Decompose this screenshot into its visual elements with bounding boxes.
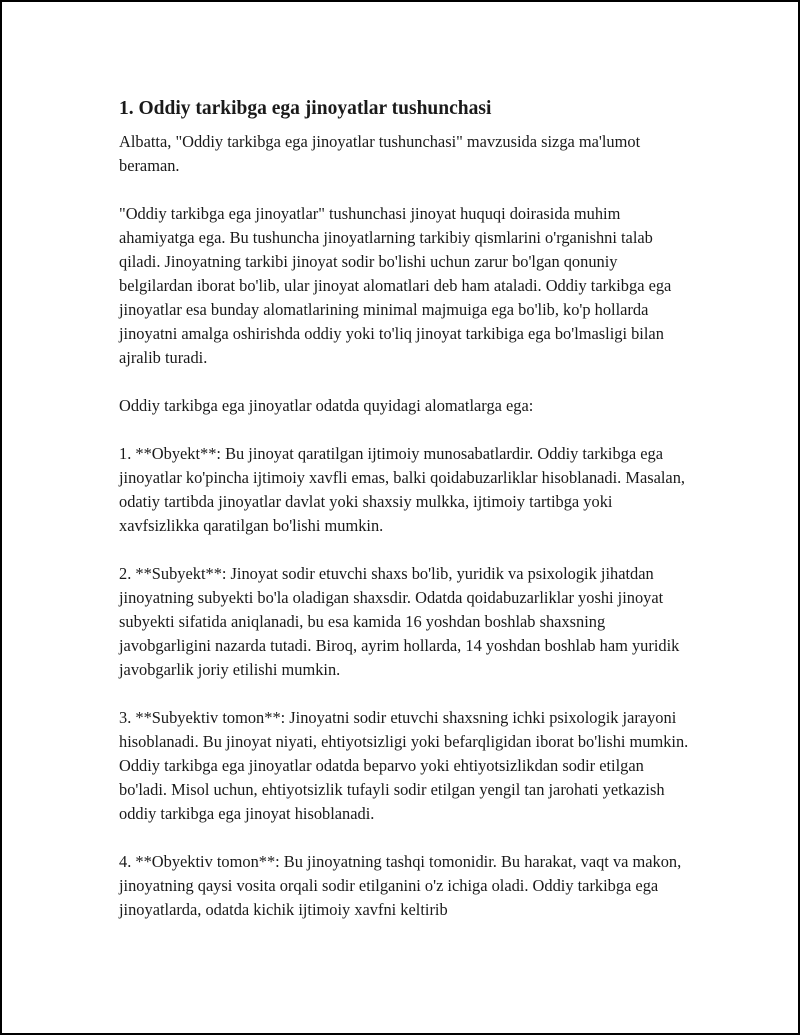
- paragraph-intro: Albatta, "Oddiy tarkibga ega jinoyatlar tushunchasi" mavzusida sizga ma'lumot beraman.: [119, 132, 641, 175]
- document-content: [119, 90, 689, 946]
- document-title: 1. Oddiy tarkibga ega jinoyatlar tushunchasi: [119, 98, 492, 119]
- paragraph-subject: 2. **Subyekt**: Jinoyat sodir etuvchi shaxs bo'lib, yuridik va psixologik jihatdan jinoyatning subyekti bo'la oladigan shaxsdir. Odatda qoidabuzarliklar yoshi jinoyat subyekti sifatida aniqlanadi, bu esa kamida 16 yoshdan boshlab shaxsning javobgarligini nazarda tutadi. Biroq, ayrim hollarda, 14 yoshdan boshlab ham yuridik javobgarlik joriy etilishi mumkin.: [119, 564, 680, 679]
- paragraph-object: 1. **Obyekt**: Bu jinoyat qaratilgan ijtimoiy munosabatlardir. Oddiy tarkibga ega jinoyatlar ko'pincha ijtimoiy xavfli emas, balki qoidabuzarliklar hisoblanadi. Masalan, odatiy tartibda jinoyatlar davlat yoki shaxsiy mulkka, ijtimoiy tartibga yoki xavfsizlikka qaratilgan bo'lishi mumkin.: [119, 444, 686, 535]
- paragraph-subjective-side: 3. **Subyektiv tomon**: Jinoyatni sodir etuvchi shaxsning ichki psixologik jarayoni hisoblanadi. Bu jinoyat niyati, ehtiyotsizligi yoki befarqligidan iborat bo'lishi mumkin. Oddiy tarkibga ega jinoyatlar odatda beparvo yoki ehtiyotsizlikdan sodir etilgan bo'ladi. Misol uchun, ehtiyotsizlik tufayli sodir etilgan yengil tan jarohati yetkazish oddiy tarkibga ega jinoyat hisoblanadi.: [119, 708, 689, 823]
- paragraph-definition: "Oddiy tarkibga ega jinoyatlar" tushunchasi jinoyat huquqi doirasida muhim ahamiyatga ega. Bu tushuncha jinoyatlarning tarkibiy qismlarini o'rganishni talab qiladi. Jinoyatning tarkibi jinoyat sodir bo'lishi uchun zarur bo'lgan qonuniy belgilardan iborat bo'lib, ular jinoyat alomatlari deb ham ataladi. Oddiy tarkibga ega jinoyatlar esa bunday alomatlarining minimal majmuiga ega bo'lib, ko'p hollarda jinoyatni amalga oshirishda oddiy yoki to'liq jinoyat tarkibiga ega bo'lmasligi bilan ajralib turadi.: [119, 204, 672, 367]
- paragraph-objective-side: 4. **Obyektiv tomon**: Bu jinoyatning tashqi tomonidir. Bu harakat, vaqt va makon, jinoyatning qaysi vosita orqali sodir etilganini o'z ichiga oladi. Oddiy tarkibga ega jinoyatlarda, odatda kichik ijtimoiy xavfni keltirib: [119, 852, 682, 919]
- paragraph-features-lead: Oddiy tarkibga ega jinoyatlar odatda quyidagi alomatlarga ega:: [119, 396, 534, 415]
